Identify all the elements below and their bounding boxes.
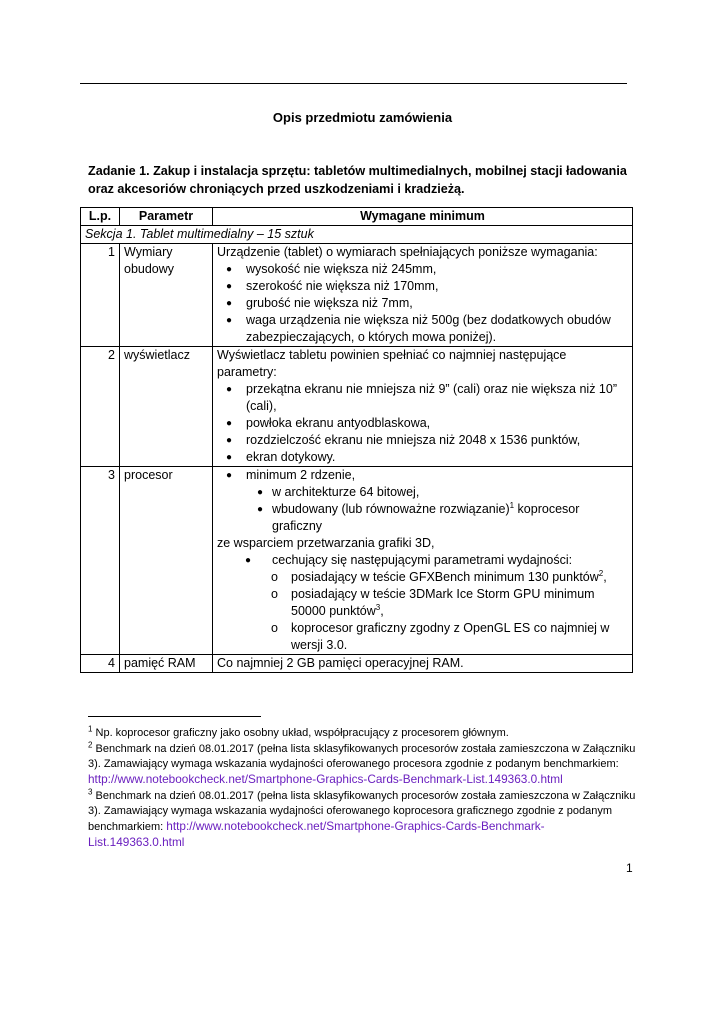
bullet-text: koprocesor graficzny: [272, 502, 580, 533]
requirement-bullet: ● rozdzielczość ekranu nie mniejsza niż 2048 x 1536 punktów,: [217, 432, 628, 449]
row-number: 3: [81, 467, 120, 655]
bullet-text: wbudowany (lub równoważne rozwiązanie): [272, 502, 510, 516]
document-title: Opis przedmiotu zamówienia: [272, 110, 453, 125]
row-requirements: [213, 467, 633, 655]
requirement-bullet: ● grubość nie większa niż 7mm,: [217, 295, 628, 312]
footnote-ref: 3: [375, 602, 381, 612]
requirement-subbullet: [217, 501, 628, 535]
item-text: ,: [603, 570, 607, 584]
table-row: [81, 655, 633, 673]
section-title: Sekcja 1. Tablet multimedialny – 15 sztuk: [81, 226, 633, 244]
footnote-text: Benchmark na dzień 08.01.2017 (pełna lista sklasyfikowanych procesorów została zamieszczona w Załączniku 3). Zamawiający wymaga wskazania wydajności oferowanego procesora zgodnie z podanym benchmarkiem:: [88, 743, 636, 770]
requirement-subbullet: ● w architekturze 64 bitowej,: [217, 484, 628, 501]
requirement-bullet: ● przekątna ekranu nie mniejsza niż 9” (cali) oraz nie większa niż 10” (cali),: [217, 381, 628, 415]
footnote-link[interactable]: http://www.notebookcheck.net/Smartphone-Graphics-Cards-Benchmark-List.149363.0.html: [88, 772, 563, 786]
footnote-number: 1: [88, 724, 93, 734]
task-title: Zadanie 1. Zakup i instalacja sprzętu: tabletów multimedialnych, mobilnej stacji ładowania oraz akcesoriów chroniących przed uszkodzeniami i kradzieżą.: [88, 164, 627, 196]
item-text: posiadający w teście 3DMark Ice Storm GPU minimum 50000 punktów: [291, 587, 595, 618]
row-parameter: wyświetlacz: [120, 347, 213, 467]
requirements-table: [80, 207, 633, 673]
footnote: [88, 726, 636, 741]
row-number: 2: [81, 347, 120, 467]
requirement-subbullet: ● cechujący się następującymi parametrami wydajności:: [217, 552, 628, 569]
requirement-bullet: ● ekran dotykowy.: [217, 449, 628, 466]
table-row: [81, 244, 633, 347]
page-number: 1: [626, 861, 633, 875]
requirement-bullet: ● waga urządzenia nie większa niż 500g (bez dodatkowych obudów zabezpieczających, o których mowa poniżej).: [217, 312, 628, 346]
item-text: ,: [380, 604, 384, 618]
requirement-circle-item: [217, 586, 628, 620]
footnote-text: Np. koprocesor graficzny jako osobny układ, współpracujący z procesorem głównym.: [92, 727, 509, 739]
header-rule: [80, 83, 627, 84]
footnote-ref: 1: [509, 500, 515, 510]
row-parameter: pamięć RAM: [120, 655, 213, 673]
requirement-bullet: ● szerokość nie większa niż 170mm,: [217, 278, 628, 295]
item-text: posiadający w teście GFXBench minimum 130 punktów: [291, 570, 599, 584]
row-number: 4: [81, 655, 120, 673]
footnote-number: 3: [88, 787, 93, 797]
footnote-ref: 2: [598, 568, 604, 578]
requirement-circle-item: [217, 569, 628, 586]
row-requirements: Co najmniej 2 GB pamięci operacyjnej RAM.: [213, 655, 633, 673]
footnote-number: 2: [88, 740, 93, 750]
requirement-intro: Urządzenie (tablet) o wymiarach spełniających poniższe wymagania:: [217, 245, 598, 259]
header-lp: L.p.: [81, 208, 120, 226]
row-parameter: procesor: [120, 467, 213, 655]
requirement-continuation: ze wsparciem przetwarzania grafiki 3D,: [217, 536, 435, 550]
row-parameter: Wymiary obudowy: [120, 244, 213, 347]
row-requirements: [213, 347, 633, 467]
footnotes: [88, 726, 636, 852]
row-number: 1: [81, 244, 120, 347]
requirement-circle-item: o koprocesor graficzny zgodny z OpenGL ES co najmniej w wersji 3.0.: [217, 620, 628, 654]
requirement-bullet: ● wysokość nie większa niż 245mm,: [217, 261, 628, 278]
table-header-row: [81, 208, 633, 226]
footnote-link[interactable]: http://www.notebookcheck.net/Smartphone-Graphics-Cards-Benchmark-List.149363.0.html: [88, 819, 545, 849]
footnote-separator: [88, 716, 261, 717]
footnote: [88, 742, 636, 788]
table-row: [81, 347, 633, 467]
requirement-bullet: ● powłoka ekranu antyodblaskowa,: [217, 415, 628, 432]
header-minimum: Wymagane minimum: [213, 208, 633, 226]
table-row: [81, 467, 633, 655]
footnote-text: Benchmark na dzień 08.01.2017 (pełna lista sklasyfikowanych procesorów została zamieszczona w Załączniku 3). Zamawiający wymaga wskazania wydajności oferowanego koprocesora graficznego zgodnie z podanym benchmarkiem:: [88, 790, 636, 833]
requirement-bullet: ● minimum 2 rdzenie,: [217, 467, 628, 484]
requirement-intro: Wyświetlacz tabletu powinien spełniać co najmniej następujące parametry:: [217, 348, 567, 379]
row-requirements: [213, 244, 633, 347]
header-parameter: Parametr: [120, 208, 213, 226]
section-row: [81, 226, 633, 244]
footnote: [88, 789, 636, 851]
